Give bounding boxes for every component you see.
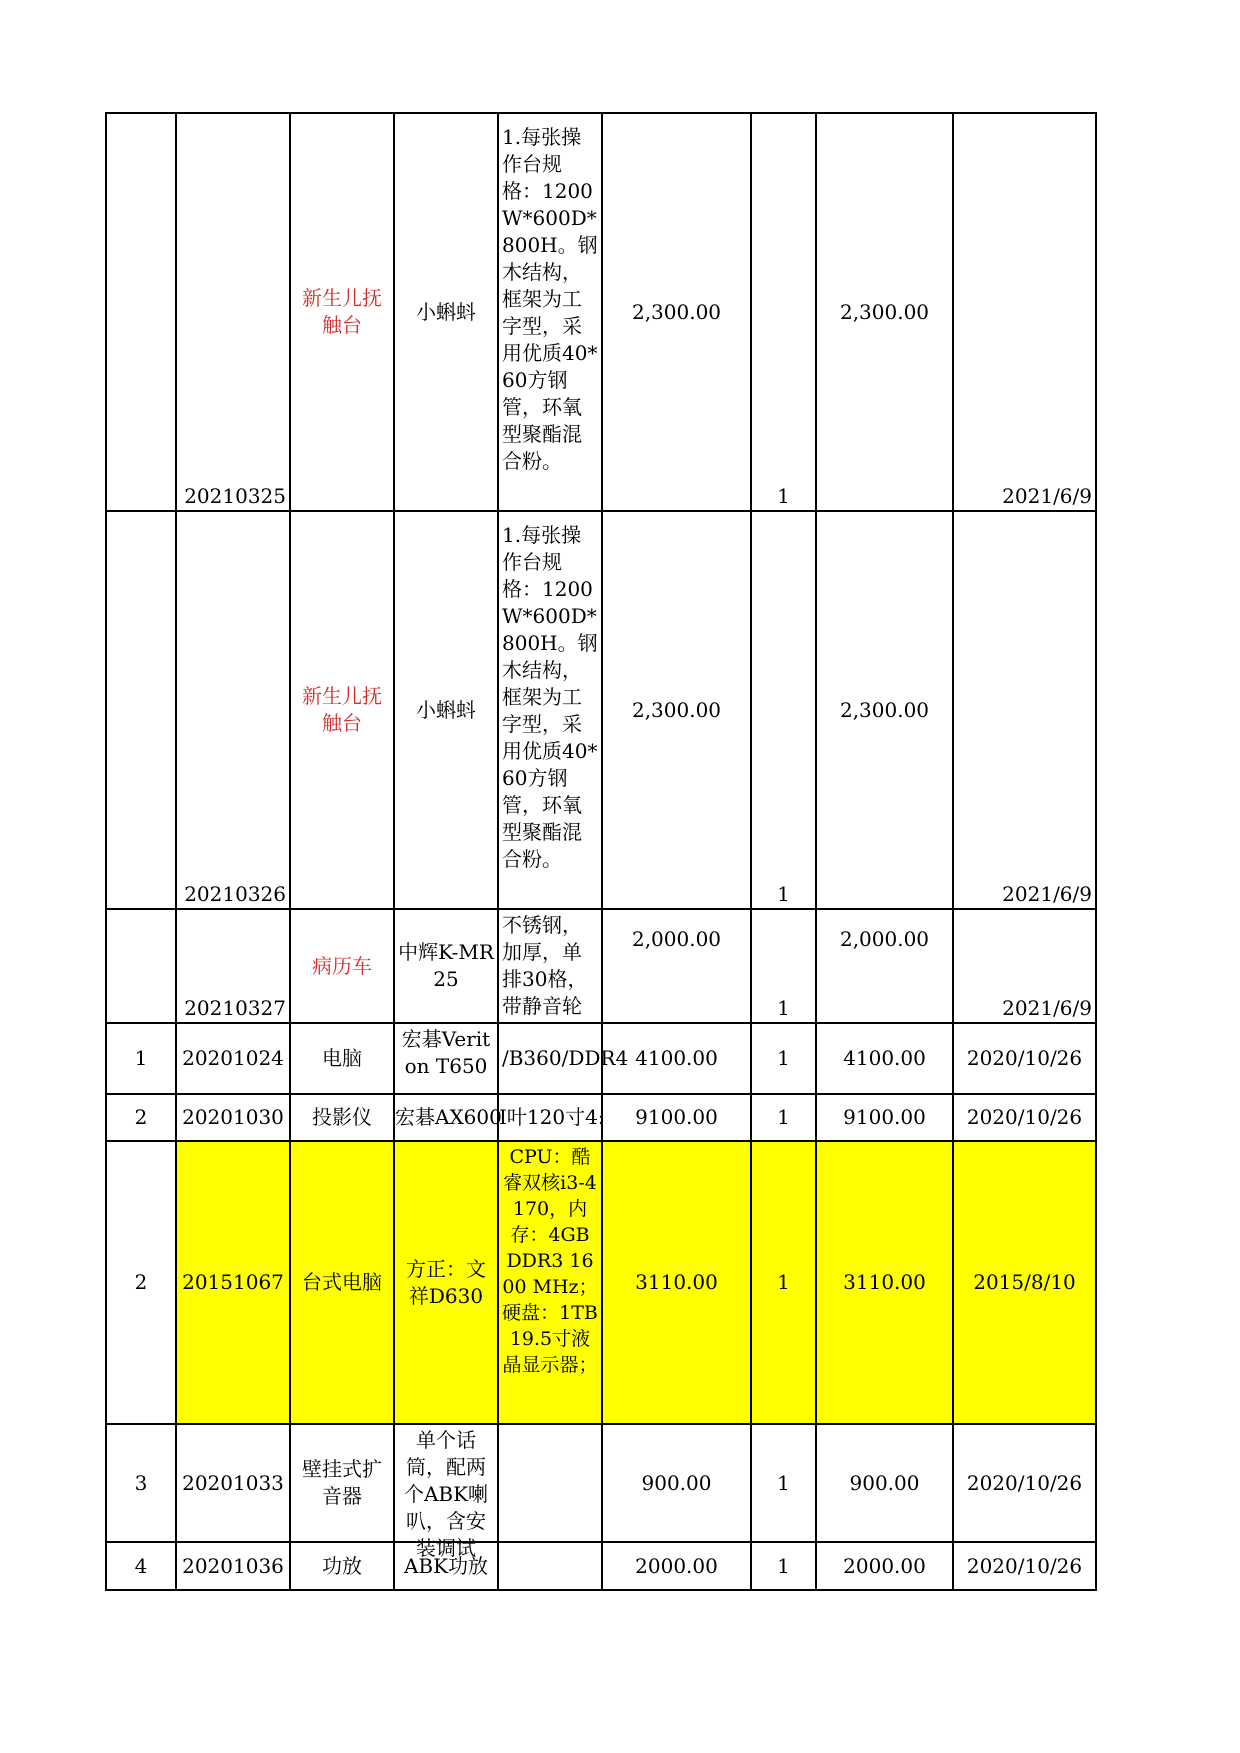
amount-cell: 2000.00 [816, 1542, 953, 1590]
name-cell: 新生儿抚触台 [290, 511, 394, 909]
model-cell: 小蝌蚪 [394, 511, 498, 909]
asset-table [105, 112, 1097, 1591]
qty-cell: 1 [751, 511, 816, 909]
price-cell: 3110.00 [602, 1141, 751, 1424]
name-cell: 壁挂式扩音器 [290, 1424, 394, 1542]
name-cell: 新生儿抚触台 [290, 113, 394, 511]
spec-cell: 1.每张操作台规格：1200W*600D*800H。钢木结构，框架为工字型，采用优质40*60方钢管，环氧型聚酯混合粉。 [498, 113, 602, 511]
model-cell: 宏碁AX600 [394, 1094, 498, 1141]
table-row [106, 909, 1096, 1023]
model-cell: ABK功放 [394, 1542, 498, 1590]
price-cell: 2000.00 [602, 1542, 751, 1590]
amount-cell: 9100.00 [816, 1094, 953, 1141]
amount-cell: 4100.00 [816, 1023, 953, 1094]
code-cell: 20210326 [176, 511, 290, 909]
code-cell: 20201033 [176, 1424, 290, 1542]
model-cell: 中辉K-MR25 [394, 909, 498, 1023]
price-cell: 2,000.00 [602, 909, 751, 1023]
price-cell: 2,300.00 [602, 511, 751, 909]
name-cell: 病历车 [290, 909, 394, 1023]
seq-cell [106, 511, 176, 909]
price-cell: 900.00 [602, 1424, 751, 1542]
qty-cell: 1 [751, 1023, 816, 1094]
spec-cell: CPU：酷睿双核i3-4170，内存：4GB DDR3 1600 MHz；硬盘：1TB19.5寸液晶显示器； [498, 1141, 602, 1424]
code-cell: 20151067 [176, 1141, 290, 1424]
qty-cell: 1 [751, 1424, 816, 1542]
code-cell: 20201036 [176, 1542, 290, 1590]
table-row [106, 1094, 1096, 1141]
qty-cell: 1 [751, 909, 816, 1023]
table-row [106, 1424, 1096, 1542]
qty-cell: 1 [751, 113, 816, 511]
seq-cell: 2 [106, 1141, 176, 1424]
date-cell: 2020/10/26 [953, 1542, 1096, 1590]
code-cell: 20210327 [176, 909, 290, 1023]
model-text: 单个话筒，配两个ABK喇叭，含安装调试 [403, 1428, 489, 1560]
code-cell: 20201024 [176, 1023, 290, 1094]
date-cell: 2021/6/9 [953, 909, 1096, 1023]
code-cell: 20201030 [176, 1094, 290, 1141]
date-cell: 2015/8/10 [953, 1141, 1096, 1424]
seq-cell: 3 [106, 1424, 176, 1542]
amount-cell: 3110.00 [816, 1141, 953, 1424]
amount-cell: 900.00 [816, 1424, 953, 1542]
date-cell: 2020/10/26 [953, 1094, 1096, 1141]
amount-cell: 2,300.00 [816, 511, 953, 909]
table-row [106, 1542, 1096, 1590]
price-cell: 4100.00 [602, 1023, 751, 1094]
seq-cell: 2 [106, 1094, 176, 1141]
date-cell: 2020/10/26 [953, 1023, 1096, 1094]
seq-cell: 4 [106, 1542, 176, 1590]
code-cell: 20210325 [176, 113, 290, 511]
qty-cell: 1 [751, 1542, 816, 1590]
spec-cell [498, 1424, 602, 1542]
seq-cell [106, 909, 176, 1023]
qty-cell: 1 [751, 1141, 816, 1424]
spec-cell [498, 1542, 602, 1590]
model-cell: 小蝌蚪 [394, 113, 498, 511]
spec-cell: 不锈钢，加厚，单排30格，带静音轮 [498, 909, 602, 1023]
name-cell: 电脑 [290, 1023, 394, 1094]
name-cell: 投影仪 [290, 1094, 394, 1141]
price-cell: 2,300.00 [602, 113, 751, 511]
seq-cell: 1 [106, 1023, 176, 1094]
model-cell [394, 1023, 498, 1094]
qty-cell: 1 [751, 1094, 816, 1141]
date-cell: 2020/10/26 [953, 1424, 1096, 1542]
amount-cell: 2,000.00 [816, 909, 953, 1023]
spec-cell: 1.每张操作台规格：1200W*600D*800H。钢木结构，框架为工字型，采用优质40*60方钢管，环氧型聚酯混合粉。 [498, 511, 602, 909]
model-cell [394, 1424, 498, 1560]
name-cell: 台式电脑 [290, 1141, 394, 1424]
amount-cell: 2,300.00 [816, 113, 953, 511]
date-cell: 2021/6/9 [953, 113, 1096, 511]
name-cell: 功放 [290, 1542, 394, 1590]
price-cell: 9100.00 [602, 1094, 751, 1141]
table-row [106, 113, 1096, 511]
date-cell: 2021/6/9 [953, 511, 1096, 909]
table-row-highlighted [106, 1141, 1096, 1424]
model-cell: 方正：文祥D630 [394, 1141, 498, 1424]
spec-cell: I叶120寸4: [498, 1094, 602, 1141]
spec-cell: /B360/DDR4 [498, 1023, 602, 1094]
seq-cell [106, 113, 176, 511]
table-row [106, 1023, 1096, 1094]
model-text: 宏碁Veriton T650 [401, 1026, 491, 1078]
table-row [106, 511, 1096, 909]
